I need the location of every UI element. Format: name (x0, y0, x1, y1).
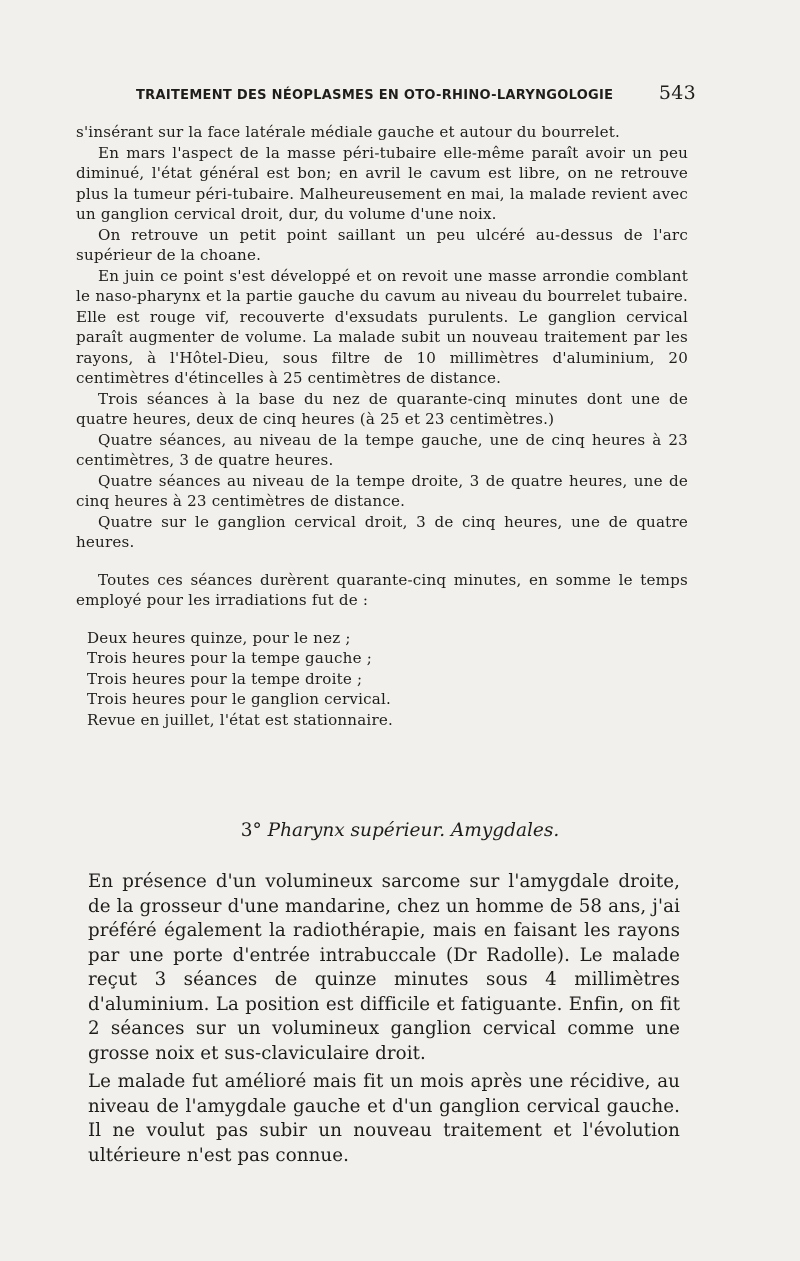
list-item: Revue en juillet, l'état est stationnaire. (87, 710, 393, 729)
irradiation-list (76, 628, 688, 731)
list-item: Trois heures pour la tempe gauche ; (87, 649, 372, 667)
paragraph: On retrouve un petit point saillant un peu ulcéré au-dessus de l'arc supérieur de la choane. (76, 225, 688, 264)
paragraph: Le malade fut amélioré mais fit un mois après une récidive, au niveau de l'amygdale gauche et d'un ganglion cervical gauche. Il ne voulut pas subir un nouveau traitement et l'évolution ultérieure n'est pas connue. (88, 1071, 680, 1166)
paragraph: Toutes ces séances durèrent quarante-cinq minutes, en somme le temps employé pour les irradiations fut de : (76, 570, 688, 609)
running-title: TRAITEMENT DES NÉOPLASMES EN OTO-RHINO-LARYNGOLOGIE (136, 88, 614, 103)
section-text (88, 870, 680, 1168)
paragraph: Quatre séances, au niveau de la tempe gauche, une de cinq heures à 23 centimètres, 3 de quatre heures. (76, 430, 688, 469)
page-number: 543 (658, 82, 696, 104)
section-title: Pharynx supérieur. Amygdales. (267, 820, 560, 841)
list-item: Deux heures quinze, pour le nez ; (87, 628, 351, 647)
paragraph: Trois séances à la base du nez de quarante-cinq minutes dont une de quatre heures, deux de cinq heures (à 25 et 23 centimètres.) (76, 389, 688, 428)
case-report-text (76, 122, 688, 730)
paragraph: En mars l'aspect de la masse péri-tubaire elle-même paraît avoir un peu diminué, l'état général est bon; en avril le cavum est libre, on ne retrouve plus la tumeur péri-tubaire. Malheureusement en mai, la malade revient avec un ganglion cervical droit, dur, du volume d'une noix. (76, 143, 688, 223)
paragraph: En présence d'un volumineux sarcome sur l'amygdale droite, de la grosseur d'une mandarine, chez un homme de 58 ans, j'ai préféré également la radiothérapie, mais en faisant les rayons par une porte d'entrée intrabuccale (Dr Radolle). Le malade reçut 3 séances de quinze minutes sous 4 millimètres d'aluminium. La position est difficile et fatiguante. Enfin, on fit 2 séances sur un volumineux ganglion cervical comme une grosse noix et sus-claviculaire droit. (88, 871, 680, 1064)
paragraph: s'insérant sur la face latérale médiale gauche et autour du bourrelet. (76, 123, 621, 141)
paragraph: Quatre séances au niveau de la tempe droite, 3 de quatre heures, une de cinq heures à 23 centimètres de distance. (76, 471, 688, 510)
paragraph: Quatre sur le ganglion cervical droit, 3 de cinq heures, une de quatre heures. (76, 512, 688, 551)
section-heading (0, 820, 800, 841)
running-header (136, 82, 696, 108)
section-number: 3° (240, 820, 262, 841)
list-item: Trois heures pour le ganglion cervical. (87, 690, 391, 708)
paragraph: En juin ce point s'est développé et on revoit une masse arrondie comblant le naso-pharynx et la partie gauche du cavum au niveau du bourrelet tubaire. Elle est rouge vif, recouverte d'exsudats purulents. Le ganglion cervical paraît augmenter de volume. La malade subit un nouveau traitement par les rayons, à l'Hôtel-Dieu, sous filtre de 10 millimètres d'aluminium, 20 centimètres d'étincelles à 25 centimètres de distance. (76, 266, 688, 387)
list-item: Trois heures pour la tempe droite ; (87, 669, 363, 688)
